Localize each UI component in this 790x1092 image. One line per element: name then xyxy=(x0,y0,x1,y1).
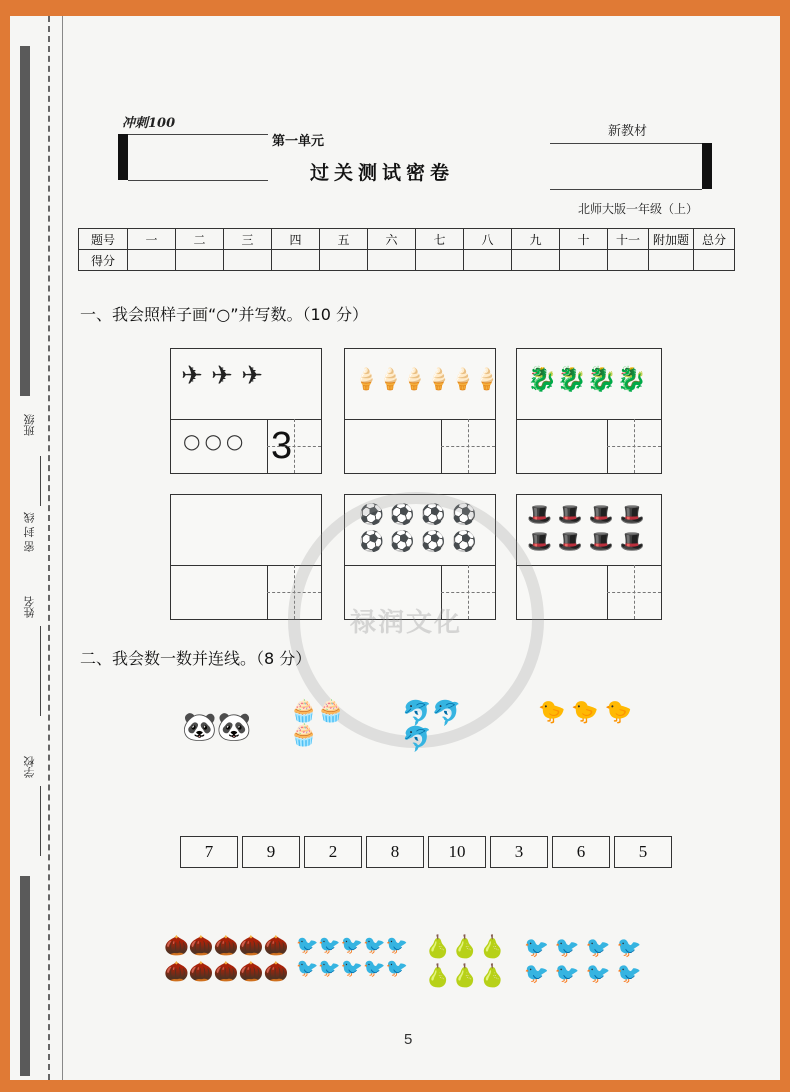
dolphin-icons[interactable]: 🐬🐬🐬 xyxy=(402,699,462,754)
score-label: 得分 xyxy=(79,250,128,271)
col-11: 十一 xyxy=(608,229,649,250)
score-cell[interactable] xyxy=(176,250,224,271)
hat-icons xyxy=(527,501,651,555)
binding-band-top xyxy=(20,46,30,396)
score-cell[interactable] xyxy=(649,250,694,271)
number-card-3[interactable]: 3 xyxy=(490,836,548,868)
section2-title: 二、我会数一数并连线。（8 分） xyxy=(80,649,312,668)
col-2: 二 xyxy=(176,229,224,250)
number-card-9[interactable]: 9 xyxy=(242,836,300,868)
number-card-10[interactable]: 10 xyxy=(428,836,486,868)
seahorse-icons: 🐉🐉🐉🐉 xyxy=(527,365,647,393)
seal-line-label: 密 封 线 xyxy=(23,512,36,552)
class-line xyxy=(40,456,41,506)
col-bonus: 附加题 xyxy=(649,229,694,250)
col-4: 四 xyxy=(272,229,320,250)
icecream-icons: 🍦🍦🍦🍦🍦🍦 xyxy=(353,367,498,391)
class-label: 班级 xyxy=(23,414,36,436)
col-7: 七 xyxy=(416,229,464,250)
name-label: 姓名 xyxy=(23,596,36,618)
bird-icons-row: 🐦🐦🐦🐦 xyxy=(524,961,648,985)
duck-icons[interactable]: 🐤🐤🐤 xyxy=(538,700,639,725)
col-1: 一 xyxy=(128,229,176,250)
swallow-icons-row: 🐦🐦🐦🐦🐦 xyxy=(296,935,409,956)
section1-title: 一、我会照样子画“○”并写数。（10 分） xyxy=(80,305,368,324)
icecream-box xyxy=(344,348,496,474)
box-divider xyxy=(171,419,321,420)
score-cell[interactable] xyxy=(608,250,649,271)
edition-label: 北师大版一年级（上） xyxy=(578,202,699,216)
col-total: 总分 xyxy=(694,229,735,250)
sample-box xyxy=(170,348,322,474)
header-right-rule-top xyxy=(550,143,702,144)
pear-icons[interactable] xyxy=(424,934,506,991)
col-5: 五 xyxy=(320,229,368,250)
binding-strip xyxy=(10,16,63,1080)
number-card-8[interactable]: 8 xyxy=(366,836,424,868)
score-table xyxy=(78,228,735,271)
header-rule-top xyxy=(128,134,268,135)
school-label: 学校 xyxy=(23,756,36,778)
score-cell[interactable] xyxy=(272,250,320,271)
number-card-2[interactable]: 2 xyxy=(304,836,362,868)
col-6: 六 xyxy=(368,229,416,250)
swallow-icons[interactable] xyxy=(296,934,408,981)
col-8: 八 xyxy=(464,229,512,250)
unit-badge: 第一单元 xyxy=(272,134,325,149)
airplane-icons: ✈ ✈ ✈ xyxy=(181,361,263,391)
circle-answer-area[interactable] xyxy=(171,566,266,618)
header-rule-bottom xyxy=(128,180,268,181)
score-cell[interactable] xyxy=(694,250,735,271)
score-cell[interactable] xyxy=(512,250,560,271)
score-cell[interactable] xyxy=(320,250,368,271)
number-answer-cell[interactable] xyxy=(442,420,494,472)
worksheet-page xyxy=(10,16,780,1080)
pinecone-icons-row: 🌰🌰🌰🌰🌰 xyxy=(164,933,289,957)
page-number: 5 xyxy=(404,1031,413,1048)
col-10: 十 xyxy=(560,229,608,250)
number-cards-row xyxy=(180,836,672,868)
hat-icons-row: 🎩🎩🎩🎩 xyxy=(527,529,651,553)
ball-icons-row: ⚽⚽⚽⚽ xyxy=(359,502,483,526)
question-number-label: 题号 xyxy=(79,229,128,250)
brand-logo-text: 冲刺100 xyxy=(122,116,176,131)
header-left-bar xyxy=(118,134,128,180)
col-3: 三 xyxy=(224,229,272,250)
score-cell[interactable] xyxy=(560,250,608,271)
circle-answer-area[interactable] xyxy=(517,420,606,472)
number-card-7[interactable]: 7 xyxy=(180,836,238,868)
number-card-5[interactable]: 5 xyxy=(614,836,672,868)
ball-icons-row: ⚽⚽⚽⚽ xyxy=(359,529,483,553)
number-answer-cell[interactable] xyxy=(608,420,660,472)
binding-band-bottom xyxy=(20,876,30,1076)
panda-icons[interactable]: 🐼🐼 xyxy=(182,710,252,743)
header-right-rule-bottom xyxy=(550,189,702,190)
new-textbook-label: 新教材 xyxy=(608,124,648,139)
number-card-6[interactable]: 6 xyxy=(552,836,610,868)
circle-answer-area[interactable] xyxy=(345,420,440,472)
col-9: 九 xyxy=(512,229,560,250)
score-cell[interactable] xyxy=(224,250,272,271)
bird-icons[interactable] xyxy=(524,934,648,986)
school-line xyxy=(40,786,41,856)
swallow-icons-row: 🐦🐦🐦🐦🐦 xyxy=(296,958,409,980)
pinecone-icons-row: 🌰🌰🌰🌰🌰 xyxy=(164,959,289,983)
pear-icons-row: 🍐🍐🍐 xyxy=(424,935,507,960)
score-cell[interactable] xyxy=(416,250,464,271)
pinecone-icons[interactable] xyxy=(164,932,289,984)
bird-icons-row: 🐦🐦🐦🐦 xyxy=(524,935,648,959)
watermark-text: 禄润文化 xyxy=(350,608,463,638)
hat-icons-row: 🎩🎩🎩🎩 xyxy=(527,502,651,526)
seahorse-box xyxy=(516,348,662,474)
pear-icons-row: 🍐🍐🍐 xyxy=(424,963,507,989)
score-table-header-row xyxy=(79,229,735,250)
number-cell-guide-v xyxy=(294,419,295,473)
cupcake-icons[interactable]: 🧁🧁🧁 xyxy=(290,699,345,749)
score-table-score-row xyxy=(79,250,735,271)
score-cell[interactable] xyxy=(464,250,512,271)
name-line xyxy=(40,626,41,716)
page-title: 过关测试密卷 xyxy=(310,162,455,184)
header-right-bar xyxy=(702,143,712,189)
score-cell[interactable] xyxy=(368,250,416,271)
sample-circles: ○○○ xyxy=(183,429,248,453)
seal-dashed-line xyxy=(48,16,50,1080)
score-cell[interactable] xyxy=(128,250,176,271)
sample-number: 3 xyxy=(271,425,293,467)
number-answer-cell[interactable] xyxy=(608,566,660,618)
